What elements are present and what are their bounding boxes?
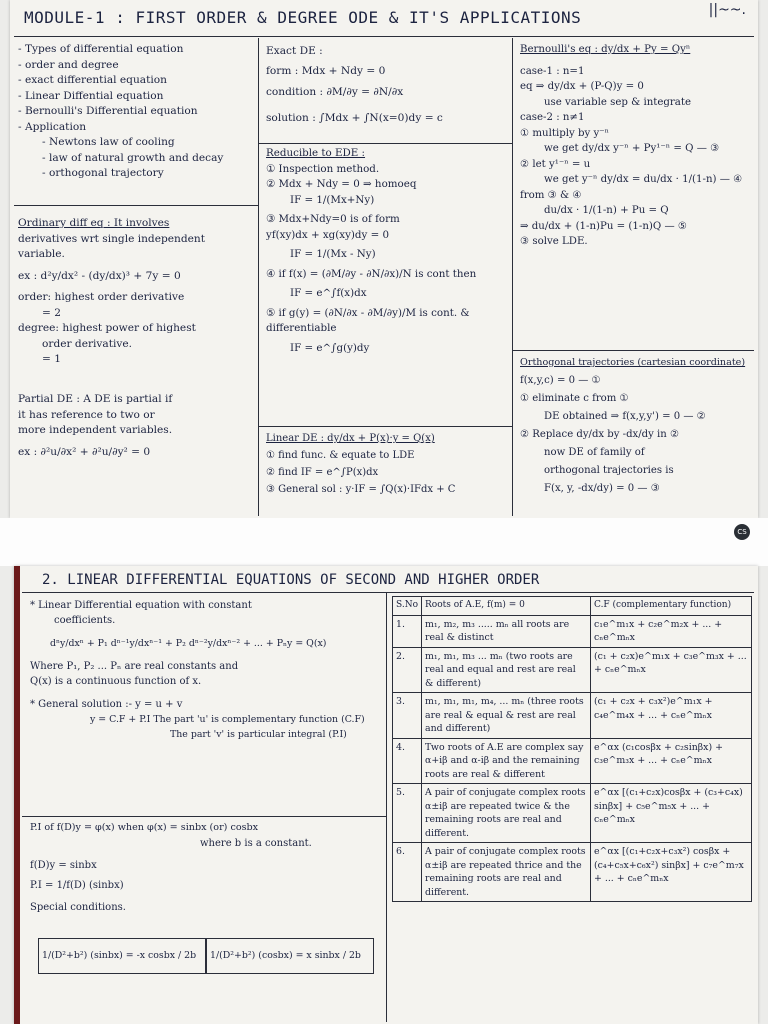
topic-item: - Application bbox=[18, 120, 87, 133]
ordinary-de-heading: Ordinary diff eq : It involves bbox=[18, 217, 170, 229]
bernoulli-line: eq ⇒ dy/dx + (P-Q)y = 0 bbox=[520, 81, 644, 92]
orthogonal-line: ② Replace dy/dx by -dx/dy in ② bbox=[520, 429, 679, 440]
table-cell: (c₁ + c₂x)e^m₁x + c₃e^m₃x + ... + cₙe^mₙx bbox=[591, 647, 752, 693]
orthogonal-line: F(x, y, -dx/dy) = 0 — ③ bbox=[544, 483, 660, 494]
special-condition-sin: 1/(D²+b²) (sinbx) = -x cosbx / 2b bbox=[38, 938, 206, 974]
table-row bbox=[393, 843, 752, 902]
table-row bbox=[393, 647, 752, 693]
notes-line: Where P₁, P₂ ... Pₙ are real constants and bbox=[30, 661, 239, 672]
notes-line: f(D)y = sinbx bbox=[30, 860, 97, 871]
table-row bbox=[393, 738, 752, 784]
table-cell: e^αx (c₁cosβx + c₂sinβx) + c₃e^m₃x + ... + cₙe^mₙx bbox=[591, 738, 752, 784]
notes-line: where b is a constant. bbox=[200, 838, 312, 849]
reducible-line: ② Mdx + Ndy = 0 ⇒ homoeq bbox=[266, 178, 417, 190]
bernoulli-case: case-2 : n≠1 bbox=[520, 112, 585, 123]
general-equation: dⁿy/dxⁿ + P₁ dⁿ⁻¹y/dxⁿ⁻¹ + P₂ dⁿ⁻²y/dxⁿ⁻² + ... + Pₙy = Q(x) bbox=[50, 638, 327, 649]
topic-item: - Bernoulli's Differential equation bbox=[18, 105, 198, 117]
notes-line: * General solution :- y = u + v bbox=[30, 699, 183, 710]
notes-page-module-1 bbox=[10, 0, 758, 518]
table-cell: m₁, m₁, m₃ ... mₙ (two roots are real and equal and rest are real & different) bbox=[422, 647, 591, 693]
ordinary-line: variable. bbox=[18, 248, 65, 260]
table-cell: 6. bbox=[393, 843, 422, 902]
bernoulli-line: we get y⁻ⁿ dy/dx = du/dx · 1/(1-n) — ④ bbox=[544, 174, 743, 185]
column-divider bbox=[386, 592, 387, 1022]
table-cell: 4. bbox=[393, 738, 422, 784]
table-cell: 3. bbox=[393, 693, 422, 739]
topic-item: - orthogonal trajectory bbox=[42, 167, 164, 179]
ordinary-degree-value: = 1 bbox=[42, 353, 61, 365]
partial-line: more independent variables. bbox=[18, 424, 173, 436]
bernoulli-line: ① multiply by y⁻ⁿ bbox=[520, 127, 610, 139]
ordinary-line: derivatives wrt single independent bbox=[18, 232, 205, 245]
reducible-if: IF = 1/(Mx - Ny) bbox=[290, 248, 376, 260]
camscanner-badge: CS bbox=[734, 524, 750, 540]
table-row bbox=[393, 784, 752, 843]
notes-line: The part 'v' is particular integral (P.I) bbox=[170, 729, 347, 740]
roots-cf-table bbox=[392, 596, 752, 902]
table-cell: (c₁ + c₂x + c₃x²)e^m₁x + c₄e^m₄x + ... + cₙe^mₙx bbox=[591, 693, 752, 739]
bernoulli-line: ⇒ du/dx + (1-n)Pu = (1-n)Q — ⑤ bbox=[520, 220, 688, 232]
bernoulli-line: we get dy/dx y⁻ⁿ + Py¹⁻ⁿ = Q — ③ bbox=[544, 143, 720, 154]
reducible-line: ① Inspection method. bbox=[266, 162, 380, 175]
table-cell: A pair of conjugate complex roots α±iβ are repeated twice & the remaining roots are real and different. bbox=[422, 784, 591, 843]
table-cell: m₁, m₁, m₁, m₄, ... mₙ (three roots are real & equal & rest are real and different) bbox=[422, 693, 591, 739]
table-header: Roots of A.E, f(m) = 0 bbox=[422, 597, 591, 616]
column-divider-2 bbox=[512, 38, 513, 516]
table-header-row bbox=[393, 597, 752, 616]
ordinary-de-section bbox=[18, 216, 256, 368]
exact-solution: solution : ∫Mdx + ∫N(x=0)dy = c bbox=[266, 111, 443, 124]
special-conditions-heading: Special conditions. bbox=[30, 902, 126, 913]
orthogonal-line: orthogonal trajectories is bbox=[544, 465, 674, 476]
special-condition-cos: 1/(D²+b²) (cosbx) = x sinbx / 2b bbox=[206, 938, 374, 974]
bernoulli-section bbox=[520, 42, 764, 250]
reducible-line: ④ if f(x) = (∂M/∂y - ∂N/∂x)/N is cont then bbox=[266, 267, 477, 280]
exact-condition: condition : ∂M/∂y = ∂N/∂x bbox=[266, 86, 404, 98]
bernoulli-line: use variable sep & integrate bbox=[544, 96, 691, 108]
topic-item: - Types of differential equation bbox=[18, 43, 184, 55]
topic-item: - order and degree bbox=[18, 58, 119, 71]
linear-step: ③ General sol : y·IF = ∫Q(x)·IFdx + C bbox=[266, 484, 456, 495]
orthogonal-line: ① eliminate c from ① bbox=[520, 393, 629, 404]
linear-higher-order-section bbox=[30, 598, 382, 742]
reducible-line: ⑤ if g(y) = (∂N/∂x - ∂M/∂y)/M is cont. & differentiable bbox=[266, 306, 470, 334]
table-cell: e^αx [(c₁+c₂x)cosβx + (c₃+c₄x) sinβx] + c₅e^m₅x + ... + cₙe^mₙx bbox=[591, 784, 752, 843]
topic-item: - Linear Diffential equation bbox=[18, 89, 164, 102]
topics-list bbox=[18, 42, 256, 182]
reducible-if: IF = e^∫f(x)dx bbox=[290, 287, 367, 299]
title-underline bbox=[22, 592, 754, 593]
reducible-if: IF = 1/(Mx+Ny) bbox=[290, 193, 375, 206]
particular-integral-section bbox=[30, 820, 382, 916]
bernoulli-case: case-1 : n=1 bbox=[520, 65, 585, 77]
linear-step: ① find func. & equate to LDE bbox=[266, 450, 415, 461]
column-divider-1 bbox=[258, 38, 259, 516]
orthogonal-heading: Orthogonal trajectories (cartesian coordinate) bbox=[520, 357, 746, 368]
table-header: S.No bbox=[393, 597, 422, 616]
notes-line: coefficients. bbox=[54, 615, 116, 626]
section-divider bbox=[14, 205, 258, 206]
page-edge bbox=[14, 566, 20, 1024]
section-divider bbox=[22, 816, 386, 817]
table-row bbox=[393, 615, 752, 647]
bernoulli-line: ② let y¹⁻ⁿ = u bbox=[520, 158, 591, 170]
ordinary-degree: degree: highest power of highest bbox=[18, 322, 196, 334]
reducible-heading: Reducible to EDE : bbox=[266, 147, 366, 159]
exact-form: form : Mdx + Ndy = 0 bbox=[266, 64, 386, 77]
linear-de-heading: Linear DE : dy/dx + P(x)·y = Q(x) bbox=[266, 433, 435, 444]
notes-line: y = C.F + P.I The part 'u' is complementary function (C.F) bbox=[90, 714, 365, 725]
page-mark: ||~~. bbox=[708, 2, 746, 18]
notes-line: P.I = 1/f(D) (sinbx) bbox=[30, 880, 124, 891]
ordinary-order-value: = 2 bbox=[42, 306, 61, 319]
partial-de-heading: Partial DE : A DE is partial if bbox=[18, 393, 173, 405]
topic-item: - exact differential equation bbox=[18, 74, 167, 86]
section-divider bbox=[258, 143, 512, 144]
bernoulli-heading: Bernoulli's eq : dy/dx + Py = Qyⁿ bbox=[520, 44, 691, 55]
linear-de-section bbox=[266, 430, 510, 498]
orthogonal-line: now DE of family of bbox=[544, 447, 645, 458]
table-cell: 1. bbox=[393, 615, 422, 647]
table-cell: Two roots of A.E are complex say α+iβ and α-iβ and the remaining roots are real & different bbox=[422, 738, 591, 784]
ordinary-degree-line: order derivative. bbox=[42, 337, 132, 350]
partial-line: it has reference to two or bbox=[18, 408, 155, 421]
bernoulli-line: du/dx · 1/(1-n) + Pu = Q bbox=[544, 205, 669, 216]
linear-step: ② find IF = e^∫P(x)dx bbox=[266, 467, 379, 478]
exact-de-section bbox=[266, 44, 510, 126]
table-cell: e^αx [(c₁+c₂x+c₃x²) cosβx + (c₄+c₅x+c₆x²) sinβx] + c₇e^m₇x + ... + cₙe^mₙx bbox=[591, 843, 752, 902]
module-1-title: MODULE-1 : FIRST ORDER & DEGREE ODE & IT'S APPLICATIONS bbox=[24, 8, 582, 27]
ordinary-example: ex : d²y/dx² - (dy/dx)³ + 7y = 0 bbox=[18, 269, 181, 282]
bernoulli-line: from ③ & ④ bbox=[520, 189, 582, 201]
page-gap bbox=[0, 518, 768, 566]
partial-de-section bbox=[18, 392, 256, 460]
module-2-title: 2. LINEAR DIFFERENTIAL EQUATIONS OF SECOND AND HIGHER ORDER bbox=[42, 572, 540, 588]
notes-line: Q(x) is a continuous function of x. bbox=[30, 676, 202, 687]
table-cell: 5. bbox=[393, 784, 422, 843]
bernoulli-line: ③ solve LDE. bbox=[520, 236, 588, 247]
table-cell: 2. bbox=[393, 647, 422, 693]
reducible-section bbox=[266, 146, 510, 356]
orthogonal-section bbox=[520, 354, 764, 498]
section-divider bbox=[258, 426, 512, 427]
table-row bbox=[393, 693, 752, 739]
ordinary-order: order: highest order derivative bbox=[18, 291, 185, 303]
reducible-if: IF = e^∫g(y)dy bbox=[290, 341, 370, 354]
topic-item: - Newtons law of cooling bbox=[42, 136, 175, 148]
reducible-line: ③ Mdx+Ndy=0 is of form bbox=[266, 213, 400, 225]
notes-page-module-2 bbox=[14, 566, 758, 1024]
table-header: C.F (complementary function) bbox=[591, 597, 752, 616]
partial-example: ex : ∂²u/∂x² + ∂²u/∂y² = 0 bbox=[18, 445, 151, 458]
exact-de-heading: Exact DE : bbox=[266, 45, 323, 57]
orthogonal-line: DE obtained ⇒ f(x,y,y') = 0 — ② bbox=[544, 411, 706, 422]
orthogonal-line: f(x,y,c) = 0 — ① bbox=[520, 375, 601, 386]
title-underline bbox=[14, 36, 754, 37]
reducible-line: yf(xy)dx + xg(xy)dy = 0 bbox=[266, 228, 390, 241]
table-cell: m₁, m₂, m₃ ..... mₙ all roots are real & distinct bbox=[422, 615, 591, 647]
topic-item: - law of natural growth and decay bbox=[42, 151, 224, 164]
table-cell: A pair of conjugate complex roots α±iβ are repeated thrice and the remaining roots are real and different. bbox=[422, 843, 591, 902]
notes-line: P.I of f(D)y = φ(x) when φ(x) = sinbx (or) cosbx bbox=[30, 822, 259, 833]
notes-line: * Linear Differential equation with constant bbox=[30, 600, 252, 611]
section-divider bbox=[512, 350, 754, 351]
table-cell: c₁e^m₁x + c₂e^m₂x + ... + cₙe^mₙx bbox=[591, 615, 752, 647]
